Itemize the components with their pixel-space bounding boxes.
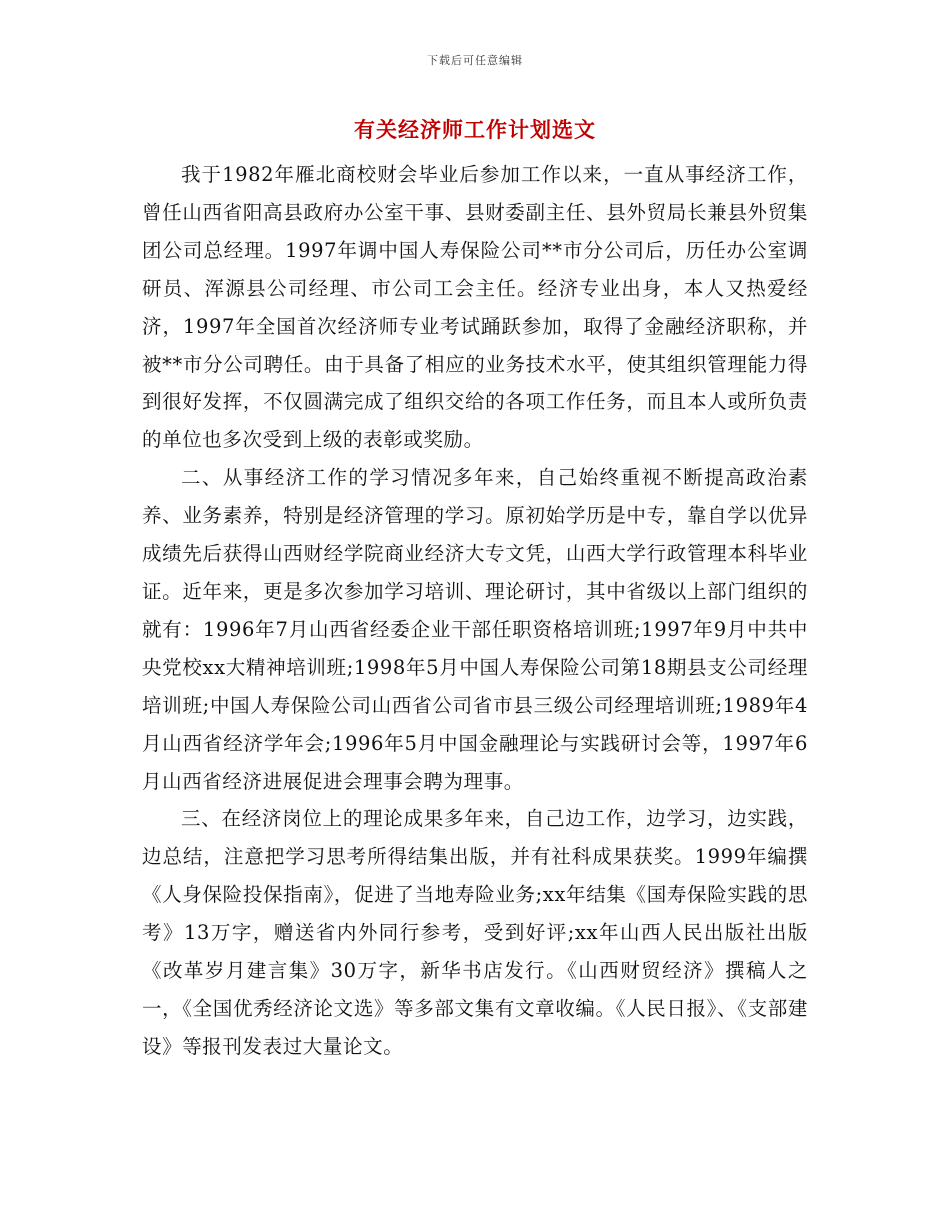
paragraph-achievements: 三、在经济岗位上的理论成果多年来，自己边工作，边学习，边实践，边总结，注意把学习思考所得结集出版，并有社科成果获奖。1999年编撰《人身保险投保指南》，促进了当地寿险业务;xx年结集《国寿保险实践的思考》13万字，赠送省内外同行参考，受到好评;xx年山西人民出版社出版《改革岁月建言集》30万字，新华书店发行。《山西财贸经济》撰稿人之一，《全国优秀经济论文选》等多部文集有文章收编。《人民日报》、《支部建设》等报刊发表过大量论文。 (142, 807, 808, 1058)
paragraph-career: 我于1982年雁北商校财会毕业后参加工作以来，一直从事经济工作，曾任山西省阳高县政府办公室干事、县财委副主任、县外贸局长兼县外贸集团公司总经理。1997年调中国人寿保险公司**市分公司后，历任办公室调研员、浑源县公司经理、市公司工会主任。经济专业出身，本人又热爱经济，1997年全国首次经济师专业考试踊跃参加，取得了金融经济职称，并被**市分公司聘任。由于具备了相应的业务技术水平，使其组织管理能力得到很好发挥，不仅圆满完成了组织交给的各项工作任务，而且本人或所负责的单位也多次受到上级的表彰或奖励。 (142, 163, 808, 452)
document-title: 有关经济师工作计划选文 (354, 118, 596, 142)
paragraph-study: 二、从事经济工作的学习情况多年来，自己始终重视不断提高政治素养、业务素养，特别是经济管理的学习。原初始学历是中专，靠自学以优异成绩先后获得山西财经学院商业经济大专文凭，山西大学行政管理本科毕业证。近年来，更是多次参加学习培训、理论研讨，其中省级以上部门组织的就有：1996年7月山西省经委企业干部任职资格培训班;1997年9月中共中央党校xx大精神培训班;1998年5月中国人寿保险公司第18期县支公司经理培训班;中国人寿保险公司山西省公司省市县三级公司经理培训班;1989年4月山西省经济学年会;1996年5月中国金融理论与实践研讨会等，1997年6月山西省经济进展促进会理事会聘为理事。 (142, 466, 808, 793)
page-header: 下载后可任意编辑 (427, 54, 523, 67)
document-body (142, 156, 808, 1066)
